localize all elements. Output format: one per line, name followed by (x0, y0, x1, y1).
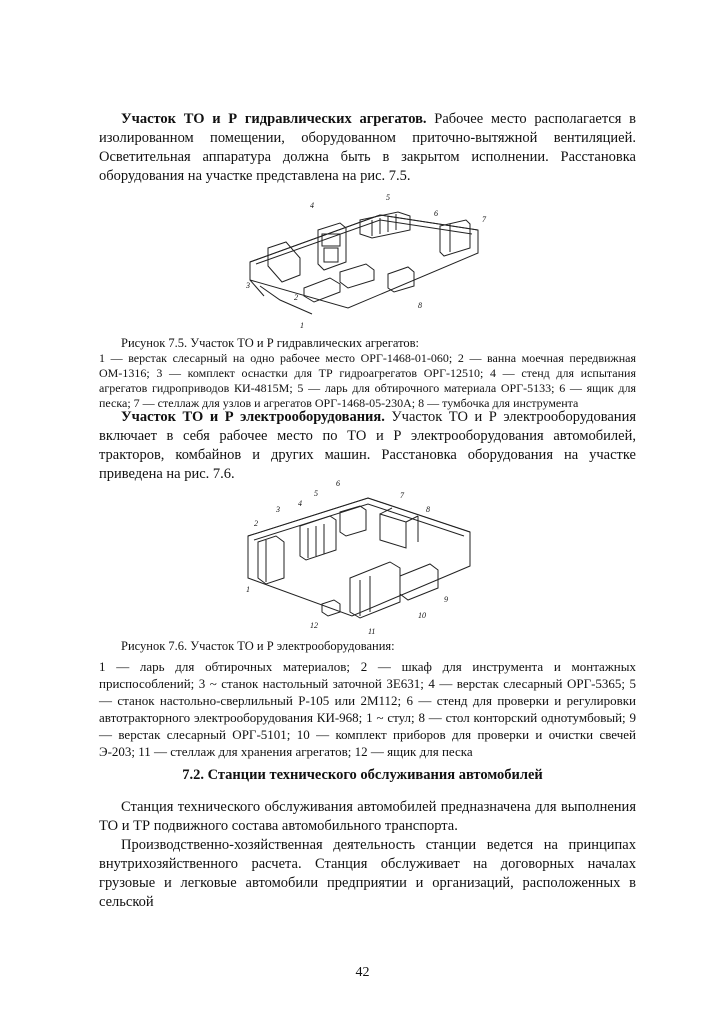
body-paragraph-2: Производственно-хозяйственная деятельность станции ведется на принципах внутрихозяйственного расчета. Станция обслуживает на договорных началах грузовые и легковые автомобили предприятии и организаций, расположенных в сельской (99, 837, 636, 910)
fig1-label-1: 1 (300, 321, 304, 330)
fig1-label-7: 7 (482, 215, 486, 224)
fig2-label-3: 3 (276, 505, 280, 514)
fig1-label-5: 5 (386, 193, 390, 202)
figure-7-6-legend: 1 — ларь для обтирочных материалов; 2 — шкаф для инструмента и монтажных приспособлений; 3 ~ станок настольный заточной ЗЕ631; 4 — верстак слесарный ОРГ-5365; 5 — станок настольно-сверлильный Р-105 или 2М112; 6 — стенд для проверки и регулировки автотракторного электрооборудования КИ-968; 1 ~ стул; 8 — стол конторский однотумбовый; 9 — верстак слесарный ОРГ-5101; 10 — комплект приборов для проверки и очистки свечей Э-203; 11 — стеллаж для хранения агрегатов; 12 — ящик для песка (99, 659, 636, 759)
figure-7-5-caption: Рисунок 7.5. Участок ТО и Р гидравлических агрегатов: (121, 336, 419, 350)
fig1-label-8: 8 (418, 301, 422, 310)
fig2-label-2: 2 (254, 519, 258, 528)
fig1-label-4: 4 (310, 201, 314, 210)
fig2-label-6: 6 (336, 479, 340, 488)
section-heading-7-2: 7.2. Станции технического обслуживания автомобилей (182, 767, 543, 783)
fig2-label-7: 7 (400, 491, 404, 500)
figure-7-5-drawing (240, 190, 500, 330)
fig1-label-6: 6 (434, 209, 438, 218)
section-hydraulic-text: Рабочее место располагается в изолированном помещении, оборудованном приточно-вытяжной вентиляцией. Осветительная аппаратура должна быть в закрытом исполнении. Расстановка оборудования на участке представлена на рис. 7.5. (99, 111, 637, 184)
fig1-label-2: 2 (294, 293, 298, 302)
fig2-label-4: 4 (298, 499, 302, 508)
section-electric-paragraph (99, 408, 636, 484)
section-electric-heading: Участок ТО и Р электрооборудования. (121, 409, 385, 425)
fig2-label-9: 9 (444, 595, 448, 604)
figure-7-6-caption: Рисунок 7.6. Участок ТО и Р электрооборудования: (121, 639, 395, 653)
fig2-label-10: 10 (418, 611, 426, 620)
section-hydraulic-heading: Участок ТО и Р гидравлических агрегатов. (121, 111, 427, 127)
figure-7-6-drawing (240, 478, 480, 636)
fig1-label-3: 3 (246, 281, 250, 290)
fig2-label-1: 1 (246, 585, 250, 594)
body-paragraph-1: Станция технического обслуживания автомобилей предназначена для выполнения ТО и ТР подвижного состава автомобильного транспорта. (99, 799, 636, 834)
fig2-label-5: 5 (314, 489, 318, 498)
page-number: 42 (355, 965, 370, 980)
fig2-label-11: 11 (368, 627, 376, 636)
fig2-label-8: 8 (426, 505, 430, 514)
section-hydraulic-paragraph (99, 110, 636, 186)
section-electric-text: Участок ТО и Р электрооборудования включает в себя рабочее место по ТО и Р электрооборудования автомобилей, тракторов, комбайнов и других машин. Расстановка оборудования на участке приведена на рис. 7.6. (99, 409, 636, 482)
figure-7-5-legend: 1 — верстак слесарный на одно рабочее место ОРГ-1468-01-060; 2 — ванна моечная передвижная ОМ-1316; 3 — комплект оснастки для ТР гидроагрегатов ОРГ-12510; 4 — стенд для испытания агрегатов гидроприводов КИ-4815М; 5 — ларь для обтирочного материала ОРГ-5133; 6 — ящик для песка; 7 — стеллаж для узлов и агрегатов ОРГ-1468-05-230А; 8 — тумбочка для инструмента (99, 351, 636, 410)
fig2-label-12: 12 (310, 621, 318, 630)
